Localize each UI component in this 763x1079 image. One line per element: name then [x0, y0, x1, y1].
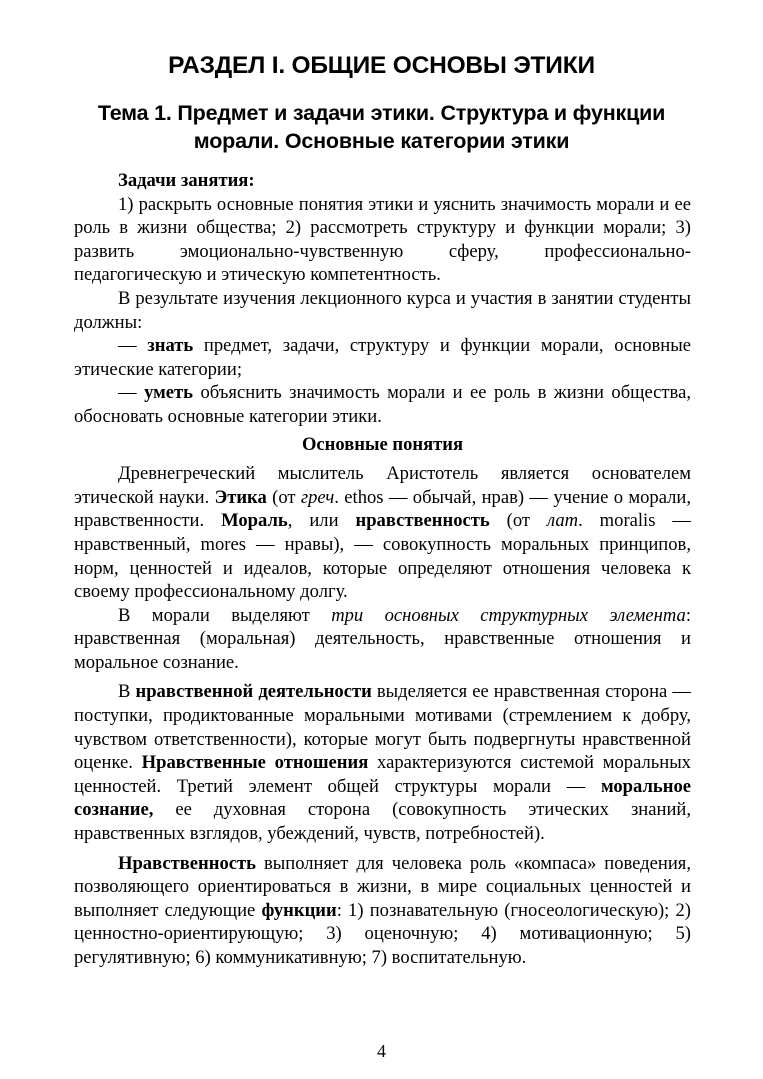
section-title: РАЗДЕЛ I. ОБЩИЕ ОСНОВЫ ЭТИКИ [168, 52, 595, 79]
can-term: уметь [144, 382, 194, 404]
know-term: знать [147, 335, 194, 357]
text-run: В морали выделяют [118, 604, 332, 626]
concepts-paragraph-1 [74, 462, 691, 604]
dash: — [118, 335, 148, 357]
concepts-paragraph-3 [74, 680, 691, 845]
body-text [74, 169, 691, 970]
term-moral-consciousness: моральное сознание, [74, 775, 691, 821]
emphasis-structural-elements: три основных структурных элемента [331, 604, 686, 626]
term-ethics: Этика [214, 486, 267, 508]
concepts-paragraph-4 [74, 852, 691, 970]
goals-heading: Задачи занятия: [118, 170, 255, 191]
topic-title-line2: морали. Основные категории этики [193, 129, 570, 153]
can-text: объяснить значимость морали и ее роль в жизни общества, обосновать основные категории этики. [74, 382, 691, 427]
know-text: предмет, задачи, структуру и функции морали, основные этические категории; [74, 335, 691, 380]
abbr-latin: лат [547, 510, 579, 532]
term-moral-activity: нравственной деятельности [135, 681, 372, 703]
text-run: характеризуются системой моральных ценностей. Третий элемент общей структуры морали — [74, 752, 691, 797]
results-know-item [74, 334, 691, 381]
term-nravstvennost-2: Нравственность [118, 852, 256, 874]
topic-title-line1: Тема 1. Предмет и задачи этики. Структура и функции [97, 101, 666, 125]
page-number: 4 [377, 1041, 386, 1061]
term-moral-relations: Нравственные отношения [141, 752, 369, 774]
text-run: : 1) познавательную (гносеологическую); 2) ценностно-ориентирующую; 3) оценочную; 4) мотивационную; 5) регулятивную; 6) коммуникативную; 7) воспитательную. [74, 899, 691, 968]
text-run: . moralis — нравственный, mores — нравы), — совокупность моральных принципов, норм, ценностей и идеалов, которые определяют отношения человека к своему профессиональному долгу. [74, 510, 691, 603]
text-run: , или [287, 510, 356, 532]
topic-title [40, 99, 723, 155]
results-can-item [74, 381, 691, 428]
goals-paragraph: 1) раскрыть основные понятия этики и уяснить значимость морали и ее роль в жизни общества; 2) рассмотреть структуру и функции морали; 3) развить эмоционально-чувственную сферу, профессионально-педагогическую и этическую компетентность. [74, 193, 691, 286]
dash: — [118, 382, 145, 404]
results-intro: В результате изучения лекционного курса и участия в занятии студенты должны: [74, 287, 691, 333]
text-run: (от [489, 510, 548, 532]
abbr-greek: греч [300, 486, 335, 508]
term-functions: функции [261, 899, 337, 921]
text-run: : нравственная (моральная) деятельность, нравственные отношения и моральное сознание. [74, 604, 691, 673]
term-morality: Мораль [221, 510, 288, 532]
text-run: Древнегреческий мыслитель Аристотель является основателем этической науки. [74, 463, 691, 508]
text-run: (от [266, 486, 301, 508]
term-nravstvennost: нравственность [355, 510, 490, 532]
text-run: В [118, 681, 136, 703]
concepts-paragraph-2 [74, 604, 691, 675]
text-run: . ethos — обычай, нрав) — учение о морали, нравственности. [74, 486, 692, 532]
concepts-heading: Основные понятия [301, 433, 464, 455]
text-run: выполняет для человека роль «компаса» поведения, позволяющего ориентироваться в жизни, в мире социальных ценностей и выполняет следующие [74, 852, 691, 921]
text-run: выделяется ее нравственная сторона — поступки, продиктованные моральными мотивами (стремлением к добру, чувством ответственности), которые могут быть подвергнуты нравственной оценке. [74, 681, 691, 774]
text-run: ее духовная сторона (совокупность этических знаний, нравственных взглядов, убеждений, чувств, потребностей). [74, 799, 691, 845]
